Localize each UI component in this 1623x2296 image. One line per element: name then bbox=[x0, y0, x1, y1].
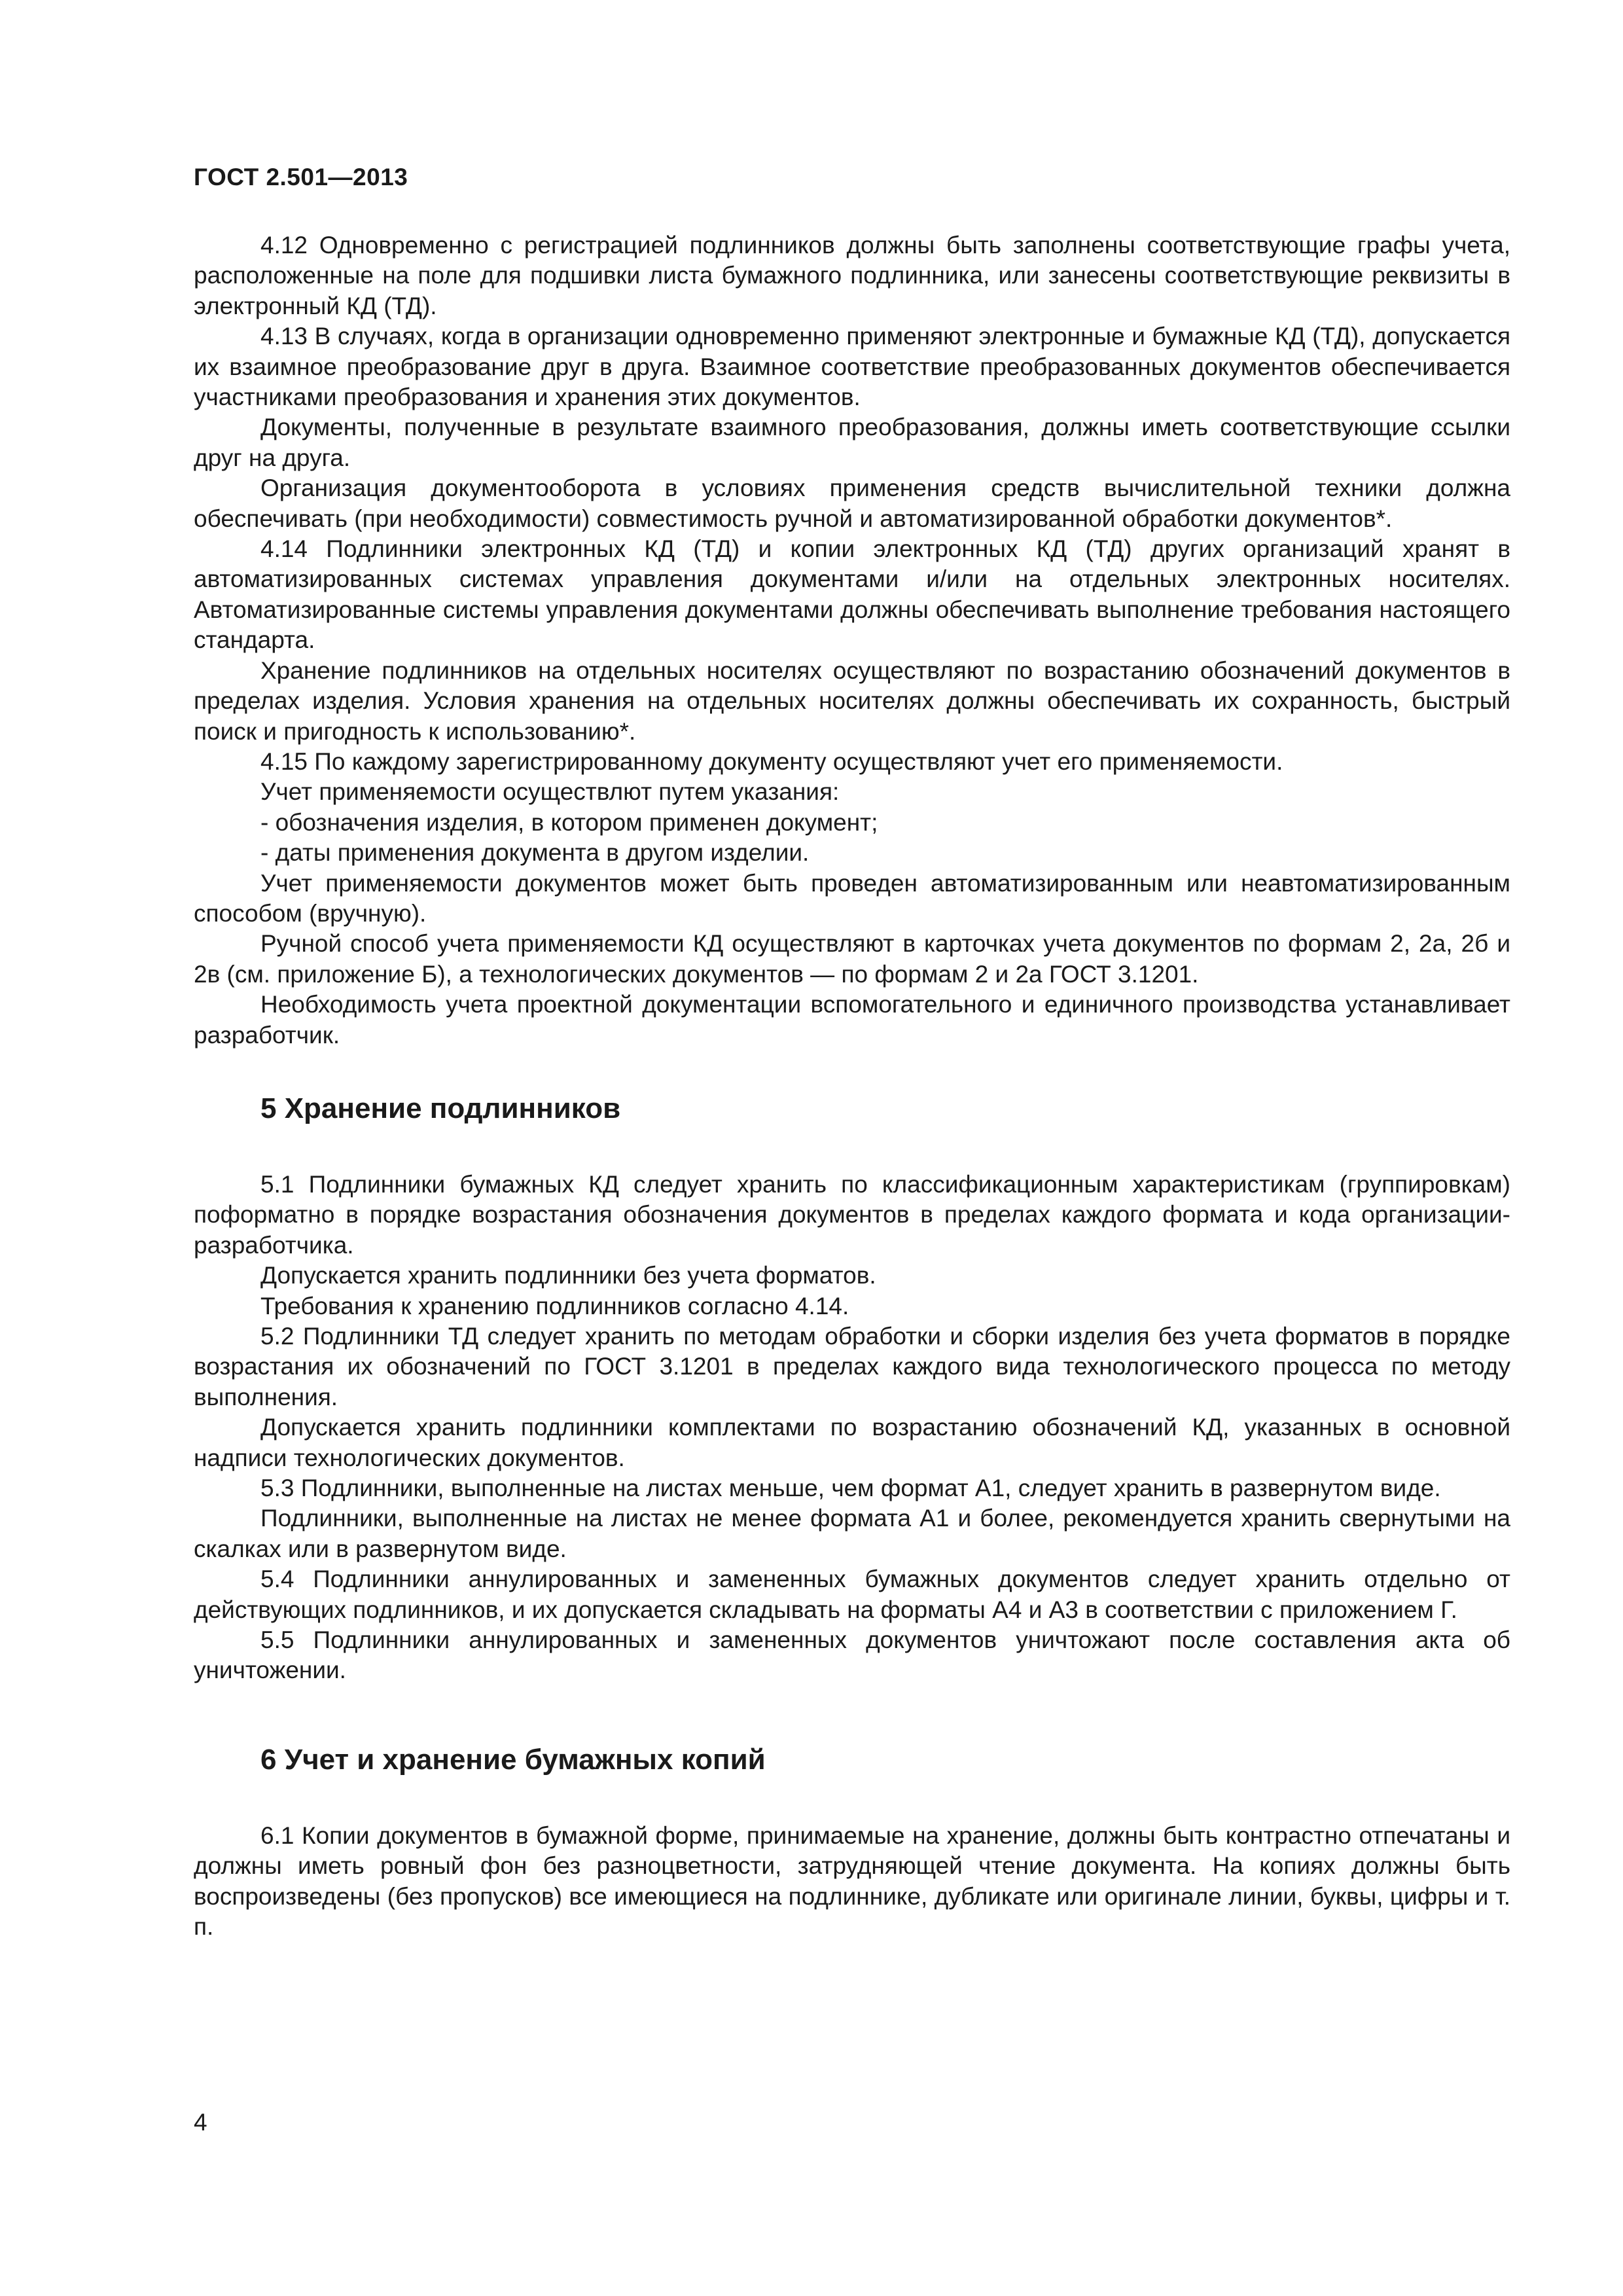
paragraph-4-15: 4.15 По каждому зарегистрированному документу осуществляют учет его применяемости. bbox=[260, 747, 1283, 775]
paragraph-5-2-sets: Допускается хранить подлинники комплектами по возрастанию обозначений КД, указанных в основной надписи технологических документов. bbox=[194, 1414, 1510, 1471]
list-item-date: - даты применения документа в другом изделии. bbox=[260, 839, 810, 867]
paragraph-4-14: 4.14 Подлинники электронных КД (ТД) и копии электронных КД (ТД) других организаций хранят в автоматизированных системах управления документами и/или на отдельных электронных носителях. Автоматизированные системы управления документами должны обеспечивать выполнение требования настоящего стандарта. bbox=[194, 535, 1510, 654]
paragraph-6-1: 6.1 Копии документов в бумажной форме, принимаемые на хранение, должны быть контрастно отпечатаны и должны иметь ровный фон без разноцветности, затрудняющей чтение документа. На копиях должны быть воспроизведены (без пропусков) все имеющиеся на подлиннике, дубликате или оригинале линии, буквы, цифры и т. п. bbox=[194, 1821, 1510, 1941]
paragraph-4-15-manual: Ручной способ учета применяемости КД осуществляют в карточках учета документов по формам 2, 2а, 2б и 2в (см. приложение Б), а технологических документов — по формам 2 и 2а ГОСТ 3.1201. bbox=[194, 930, 1510, 988]
paragraph-4-15-project: Необходимость учета проектной документации вспомогательного и единичного производства устанавливает разработчик. bbox=[194, 991, 1510, 1049]
paragraph-5-1-formats: Допускается хранить подлинники без учета форматов. bbox=[260, 1262, 876, 1289]
paragraph-4-12: 4.12 Одновременно с регистрацией подлинников должны быть заполнены соответствующие графы учета, расположенные на поле для подшивки листа бумажного подлинника, или занесены соответствующие реквизиты в электронный КД (ТД). bbox=[194, 232, 1510, 319]
document-body bbox=[194, 230, 1510, 1943]
paragraph-4-13-links: Документы, полученные в результате взаимного преобразования, должны иметь соответствующие ссылки друг на друга. bbox=[194, 414, 1510, 471]
paragraph-5-4: 5.4 Подлинники аннулированных и замененных бумажных документов следует хранить отдельно от действующих подлинников, и их допускается складывать на форматы А4 и А3 в соответствии с приложением Г. bbox=[194, 1566, 1510, 1623]
page-number: 4 bbox=[194, 2109, 207, 2136]
list-item-designation: - обозначения изделия, в котором применен документ; bbox=[260, 808, 878, 836]
paragraph-5-1-requirements: Требования к хранению подлинников согласно 4.14. bbox=[260, 1292, 849, 1319]
paragraph-4-13-workflow: Организация документооборота в условиях применения средств вычислительной техники должна обеспечивать (при необходимости) совместимость ручной и автоматизированной обработки документов*. bbox=[194, 475, 1510, 532]
paragraph-4-15-auto: Учет применяемости документов может быть проведен автоматизированным или неавтоматизированным способом (вручную). bbox=[194, 869, 1510, 927]
paragraph-5-2: 5.2 Подлинники ТД следует хранить по методам обработки и сборки изделия без учета форматов в порядке возрастания их обозначений по ГОСТ 3.1201 в пределах каждого вида технологического процесса по методу выполнения. bbox=[194, 1323, 1510, 1410]
paragraph-4-14-storage: Хранение подлинников на отдельных носителях осуществляют по возрастанию обозначений документов в пределах изделия. Условия хранения на отдельных носителях должны обеспечивать их сохранность, быстрый поиск и пригодность к использованию*. bbox=[194, 656, 1510, 745]
section-6-heading: 6 Учет и хранение бумажных копий bbox=[260, 1743, 766, 1776]
document-code-header: ГОСТ 2.501—2013 bbox=[194, 164, 408, 190]
paragraph-5-3-rolled: Подлинники, выполненные на листах не менее формата А1 и более, рекомендуется хранить свернутыми на скалках или в развернутом виде. bbox=[194, 1505, 1510, 1562]
paragraph-5-1: 5.1 Подлинники бумажных КД следует хранить по классификационным характеристикам (группировкам) поформатно в порядке возрастания обозначения документов в пределах каждого формата и кода организации-разработчика. bbox=[194, 1170, 1510, 1259]
paragraph-5-3: 5.3 Подлинники, выполненные на листах меньше, чем формат А1, следует хранить в развернутом виде. bbox=[260, 1475, 1441, 1502]
paragraph-5-5: 5.5 Подлинники аннулированных и замененных документов уничтожают после составления акта об уничтожении. bbox=[194, 1626, 1510, 1684]
section-5-heading: 5 Хранение подлинников bbox=[260, 1092, 621, 1124]
paragraph-4-13: 4.13 В случаях, когда в организации одновременно применяют электронные и бумажные КД (ТД), допускается их взаимное преобразование друг в друга. Взаимное соответствие преобразованных документов обеспечивается участниками преобразования и хранения этих документов. bbox=[194, 323, 1510, 411]
paragraph-4-15-method: Учет применяемости осуществлют путем указания: bbox=[260, 778, 840, 806]
